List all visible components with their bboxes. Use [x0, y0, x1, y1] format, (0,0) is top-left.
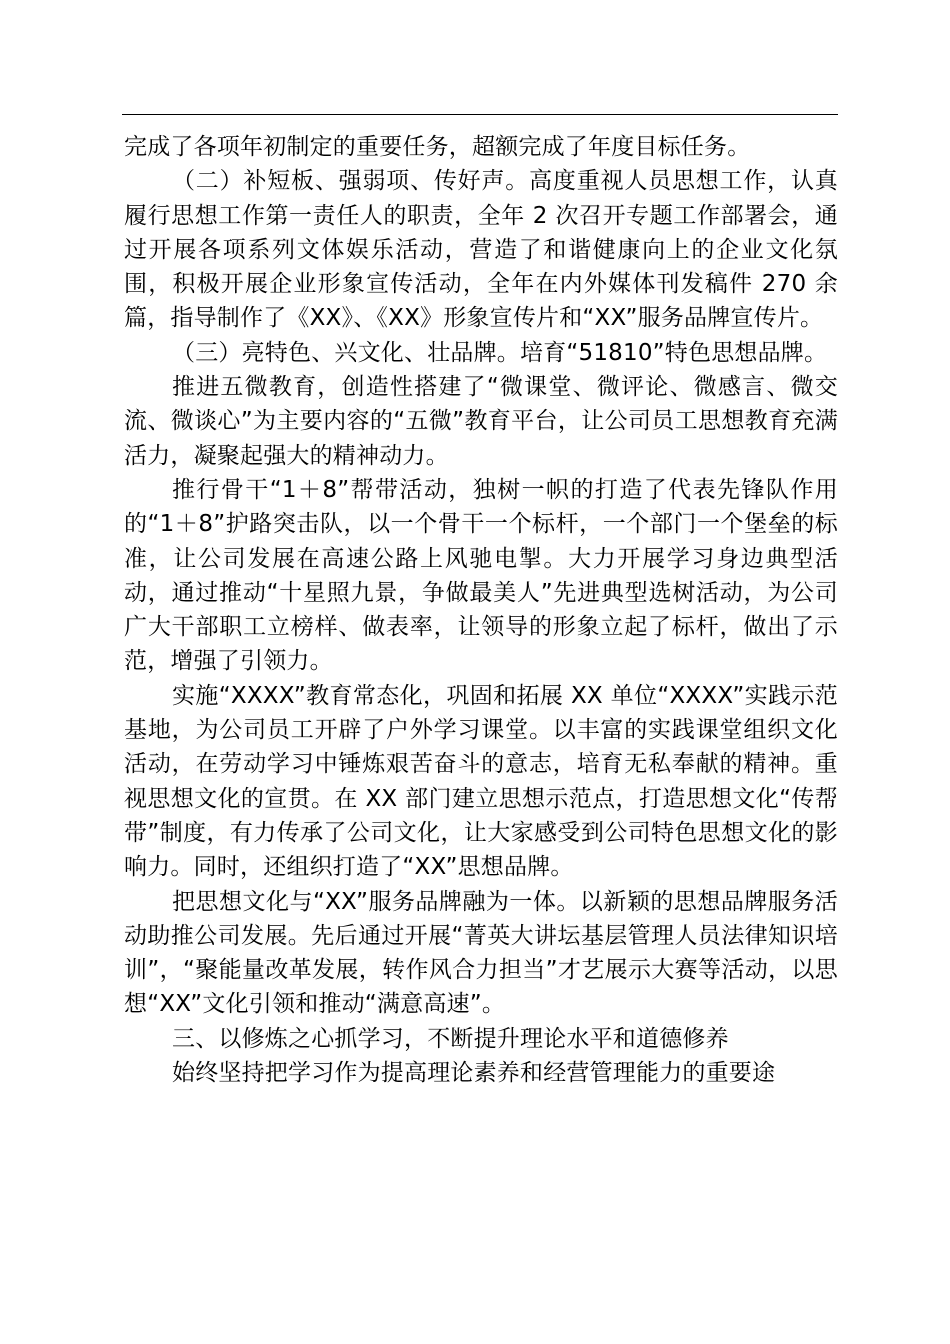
paragraph-6: 把思想文化与“XX”服务品牌融为一体。以新颖的思想品牌服务活动助推公司发展。先后通过开展“菁英大讲坛基层管理人员法律知识培训”，“聚能量改革发展，转作风合力担当”才艺展示大赛等活动，以思想“XX”文化引领和推动“满意高速”。 — [124, 888, 838, 1018]
paragraph-0: 完成了各项年初制定的重要任务，超额完成了年度目标任务。 — [124, 134, 751, 160]
paragraph-5: 实施“XXXX”教育常态化，巩固和拓展 XX 单位“XXXX”实践示范基地，为公司员工开辟了户外学习课堂。以丰富的实践课堂组织文化活动，在劳动学习中锤炼艰苦奋斗的意志，培育无私奉献的精神。重视思想文化的宣贯。在 XX 部门建立思想示范点，打造思想文化“传帮带”制度，有力传承了公司文化，让大家感受到公司特色思想文化的影响力。同时，还组织打造了“XX”思想品牌。 — [124, 682, 838, 881]
paragraph-4: 推行骨干“1＋8”帮带活动，独树一帜的打造了代表先锋队作用的“1＋8”护路突击队，以一个骨干一个标杆，一个部门一个堡垒的标准，让公司发展在高速公路上风驰电掣。大力开展学习身边典型活动，通过推动“十星照九景，争做最美人”先进典型选树活动，为公司广大干部职工立榜样、做表率，让领导的形象立起了标杆，做出了示范，增强了引领力。 — [124, 476, 838, 675]
paragraph-3: 推进五微教育，创造性搭建了“微课堂、微评论、微感言、微交流、微谈心”为主要内容的“五微”教育平台，让公司员工思想教育充满活力，凝聚起强大的精神动力。 — [124, 374, 838, 469]
paragraph-1: （二）补短板、强弱项、传好声。高度重视人员思想工作，认真履行思想工作第一责任人的职责，全年 2 次召开专题工作部署会，通过开展各项系列文体娱乐活动，营造了和谐健康向上的企业文化氛围，积极开展企业形象宣传活动，全年在内外媒体刊发稿件 270 余篇，指导制作了《XX》、《XX》形象宣传片和“XX”服务品牌宣传片。 — [124, 168, 838, 332]
paragraph-8: 始终坚持把学习作为提高理论素养和经营管理能力的重要途 — [172, 1060, 776, 1087]
header-rule — [122, 114, 838, 115]
section-heading-3: 三、以修炼之心抓学习，不断提升理论水平和道德修养 — [172, 1025, 729, 1052]
paragraph-2: （三）亮特色、兴文化、壮品牌。培育“51810”特色思想品牌。 — [172, 339, 828, 366]
document-body — [124, 130, 838, 1090]
